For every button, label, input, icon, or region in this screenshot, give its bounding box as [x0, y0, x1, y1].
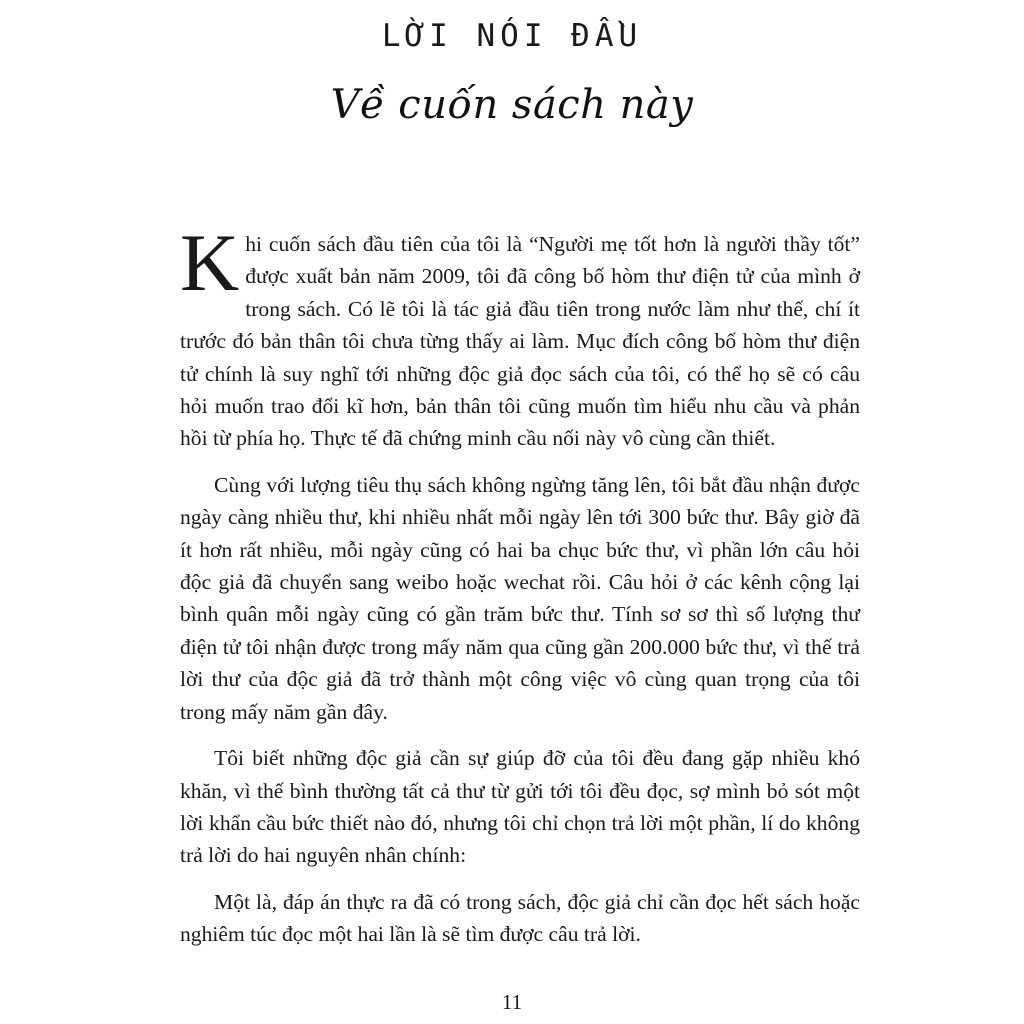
body-text: [180, 217, 860, 965]
page-number: 11: [501, 990, 523, 1014]
page-title: Về cuốn sách này: [330, 82, 694, 128]
paragraph-4: Một là, đáp án thực ra đã có trong sách, độc giả chỉ cần đọc hết sách hoặc nghiêm túc đọc một hai lần là sẽ tìm được câu trả lời.: [180, 889, 860, 947]
paragraph-1-text: hi cuốn sách đầu tiên của tôi là “Người mẹ tốt hơn là người thầy tốt” được xuất bản năm 2009, tôi đã công bố hòm thư điện tử của mình ở trong sách. Có lẽ tôi là tác giả đầu tiên trong nước làm như thế, chí ít trước đó bản thân tôi chưa từng thấy ai làm. Mục đích công bố hòm thư điện tử chính là suy nghĩ tới những độc giả đọc sách của tôi, có thể họ sẽ có câu hỏi muốn trao đổi kĩ hơn, bản thân tôi cũng muốn tìm hiểu nhu cầu và phản hồi từ phía họ. Thực tế đã chứng minh cầu nối này vô cùng cần thiết.: [180, 232, 860, 451]
paragraph-2: Cùng với lượng tiêu thụ sách không ngừng tăng lên, tôi bắt đầu nhận được ngày càng nhiều thư, khi nhiều nhất mỗi ngày lên tới 300 bức thư. Bây giờ đã ít hơn rất nhiều, mỗi ngày cũng có hai ba chục bức thư, vì phần lớn câu hỏi độc giả đã chuyển sang weibo hoặc wechat rồi. Câu hỏi ở các kênh cộng lại bình quân mỗi ngày cũng có gần trăm bức thư. Tính sơ sơ thì số lượng thư điện tử tôi nhận được trong mấy năm qua cũng gần 200.000 bức thư, vì thế trả lời thư của độc giả đã trở thành một công việc vô cùng quan trọng của tôi trong mấy năm gần đây.: [180, 472, 860, 724]
paragraph-3: Tôi biết những độc giả cần sự giúp đỡ của tôi đều đang gặp nhiều khó khăn, vì thế bình thường tất cả thư từ gửi tới tôi đều đọc, sợ mình bỏ sót một lời khẩn cầu bức thiết nào đó, nhưng tôi chỉ chọn trả lời một phần, lí do không trả lời do hai nguyên nhân chính:: [180, 746, 860, 868]
section-label: LỜI NÓI ĐẦU: [381, 18, 643, 54]
paragraph-1: [180, 217, 860, 455]
drop-cap: K: [180, 217, 240, 308]
